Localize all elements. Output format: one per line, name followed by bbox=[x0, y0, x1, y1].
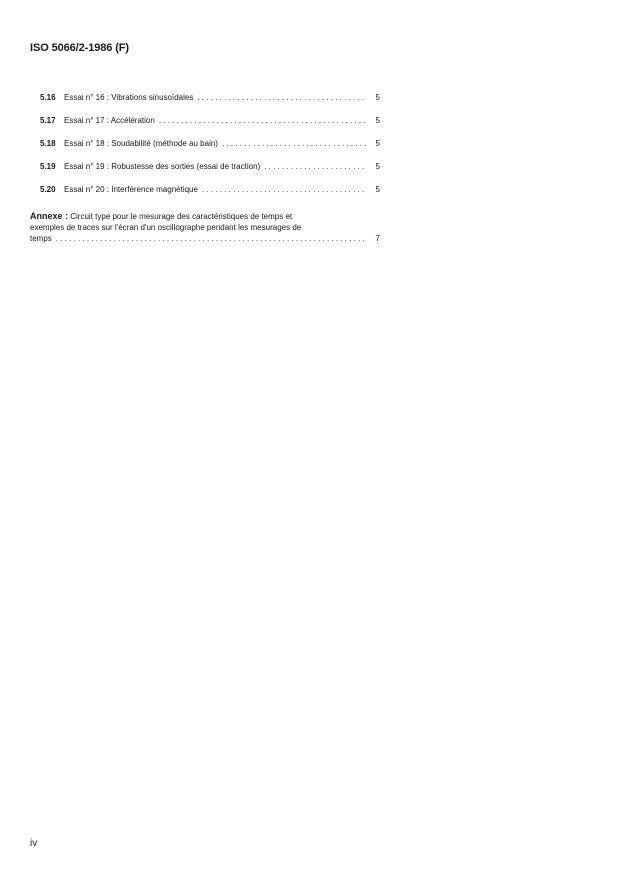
toc-entry bbox=[40, 93, 380, 116]
toc-entry-page: 5 bbox=[375, 116, 380, 125]
toc-entry-number: 5.19 bbox=[40, 162, 56, 171]
toc-dot-leader bbox=[159, 116, 366, 125]
toc-entry-title: Essai n° 16 : Vibrations sinusoïdales bbox=[64, 93, 194, 102]
toc-dot-leader bbox=[197, 93, 366, 102]
annex-title-line-2: exemples de traces sur l'écran d'un oscillographe pendant les mesurages de bbox=[30, 223, 302, 232]
toc-entry-page: 5 bbox=[375, 185, 380, 194]
annex-last-line bbox=[30, 233, 380, 244]
toc-entry-title: Essai n° 18 : Soudabilité (méthode au bain) bbox=[64, 139, 218, 148]
toc-entry bbox=[40, 139, 380, 162]
toc-entry-title: Essai n° 17 : Accélération bbox=[64, 116, 155, 125]
toc-entry-title: Essai n° 19 : Robustesse des sorties (essai de traction) bbox=[64, 162, 261, 171]
annex-label: Annexe : bbox=[30, 211, 69, 221]
toc-dot-leader bbox=[264, 162, 366, 171]
table-of-contents bbox=[40, 93, 380, 208]
annex-page: 7 bbox=[375, 234, 380, 243]
annex-first-line bbox=[30, 211, 380, 222]
toc-entry-page: 5 bbox=[375, 162, 380, 171]
toc-dot-leader bbox=[222, 139, 366, 148]
annex-title-line-1: Circuit type pour le mesurage des caractéristiques de temps et bbox=[70, 212, 293, 221]
toc-entry-title: Essai n° 20 : Interférence magnétique bbox=[64, 185, 198, 194]
toc-entry bbox=[40, 116, 380, 139]
toc-entry bbox=[40, 162, 380, 185]
toc-entry-number: 5.16 bbox=[40, 93, 56, 102]
toc-dot-leader bbox=[202, 185, 366, 194]
annex-entry bbox=[30, 211, 380, 244]
document-header: ISO 5066/2-1986 (F) bbox=[30, 42, 129, 54]
page-number: iv bbox=[30, 838, 38, 849]
toc-entry-page: 5 bbox=[375, 93, 380, 102]
toc-entry-page: 5 bbox=[375, 139, 380, 148]
toc-entry bbox=[40, 185, 380, 208]
toc-entry-number: 5.18 bbox=[40, 139, 56, 148]
toc-entry-number: 5.17 bbox=[40, 116, 56, 125]
annex-title-line-3: temps bbox=[30, 234, 52, 243]
toc-dot-leader bbox=[56, 233, 366, 244]
toc-entry-number: 5.20 bbox=[40, 185, 56, 194]
